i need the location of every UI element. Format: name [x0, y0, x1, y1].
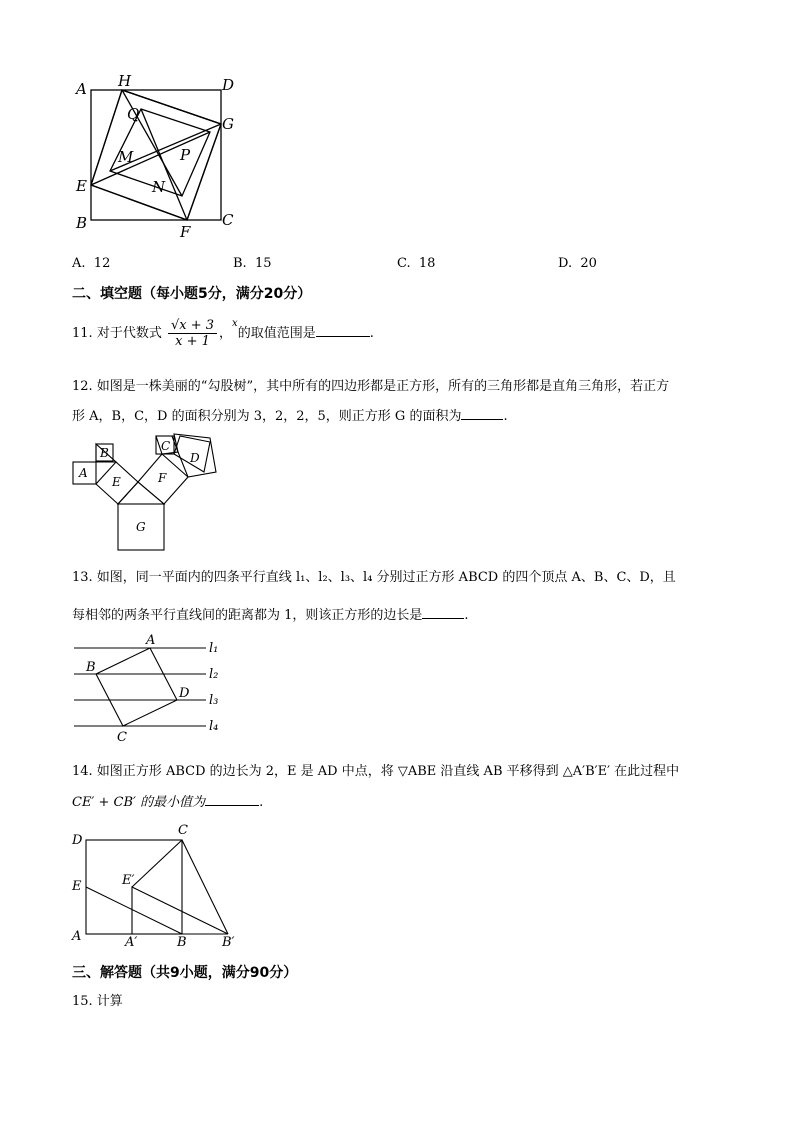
label-D: D [222, 76, 235, 94]
section-2-heading: 二、填空题（每小题5分，满分20分） [72, 286, 312, 302]
figure-square-abcd [70, 72, 240, 242]
label-l4: l₄ [209, 719, 219, 734]
label-A: A [72, 929, 82, 944]
answer-blank-14[interactable] [205, 805, 259, 806]
label-E: E [72, 879, 82, 894]
label-E-prime: E′ [122, 873, 135, 888]
question-14-line-1: 14. 如图正方形 ABCD 的边长为 2，E 是 AD 中点，将 ▽ABE 沿直线 AB 平移得到 △A′B′E′ 在此过程中 [72, 764, 680, 779]
question-11: 11. 对于代数式 $\frac{√x + 3}{x + 1}$ ，$^x$的取值范围是 . [72, 318, 374, 349]
answer-blank-11[interactable] [316, 336, 370, 337]
label-G: G [136, 520, 146, 534]
label-E: E [76, 177, 87, 195]
fraction: $\frac{√x + 3}{x + 1}$ [168, 318, 217, 349]
label-B-prime: B′ [222, 935, 235, 950]
option-c[interactable]: C. 18 [397, 256, 436, 271]
answer-blank-13[interactable] [422, 618, 464, 619]
label-B: B [177, 935, 187, 950]
label-A-prime: A′ [125, 935, 138, 950]
label-N: N [152, 178, 166, 196]
question-15: 15. 计算 [72, 994, 123, 1009]
question-14-line-2: CE′ + CB′ 的最小值为 . [72, 795, 264, 810]
label-A: A [146, 633, 156, 648]
label-l2: l₂ [209, 667, 219, 682]
label-C: C [178, 823, 188, 838]
label-D: D [72, 833, 83, 848]
label-l1: l₁ [209, 641, 219, 656]
section-3-heading: 三、解答题（共9小题，满分90分） [72, 965, 298, 981]
label-M: M [118, 148, 134, 166]
figure-translation [70, 820, 250, 950]
question-13-line-1: 13. 如图，同一平面内的四条平行直线 l₁、l₂、l₃、l₄ 分别过正方形 ABCD 的四个顶点 A、B、C、D，且 [72, 570, 676, 585]
option-a[interactable]: A. 12 [72, 256, 111, 271]
label-P: P [180, 146, 191, 164]
label-E: E [112, 475, 121, 489]
label-H: H [118, 72, 132, 90]
label-G: G [222, 115, 234, 133]
answer-blank-12[interactable] [461, 419, 503, 420]
label-l3: l₃ [209, 693, 219, 708]
question-12-line-1: 12. 如图是一株美丽的“勾股树”，其中所有的四边形都是正方形，所有的三角形都是直角三角形，若正方 [72, 379, 670, 394]
option-d[interactable]: D. 20 [558, 256, 597, 271]
label-C: C [222, 211, 234, 229]
label-A: A [79, 466, 88, 480]
label-F: F [158, 471, 167, 485]
label-C: C [161, 439, 171, 453]
label-C: C [117, 730, 127, 745]
option-b[interactable]: B. 15 [233, 256, 272, 271]
label-B: B [86, 660, 96, 675]
label-D: D [179, 686, 190, 701]
label-B: B [100, 446, 109, 460]
question-13-line-2: 每相邻的两条平行直线间的距离都为 1，则该正方形的边长是 . [72, 608, 469, 623]
label-Q: Q [127, 105, 140, 123]
label-F: F [180, 223, 191, 241]
figure-pythagoras-tree [70, 432, 230, 554]
label-A: A [76, 80, 87, 98]
label-D: D [190, 451, 200, 465]
figure-parallel-lines [70, 632, 230, 746]
question-12-line-2: 形 A，B，C，D 的面积分别为 3，2，2，5，则正方形 G 的面积为 . [72, 409, 508, 424]
label-B: B [76, 214, 88, 232]
